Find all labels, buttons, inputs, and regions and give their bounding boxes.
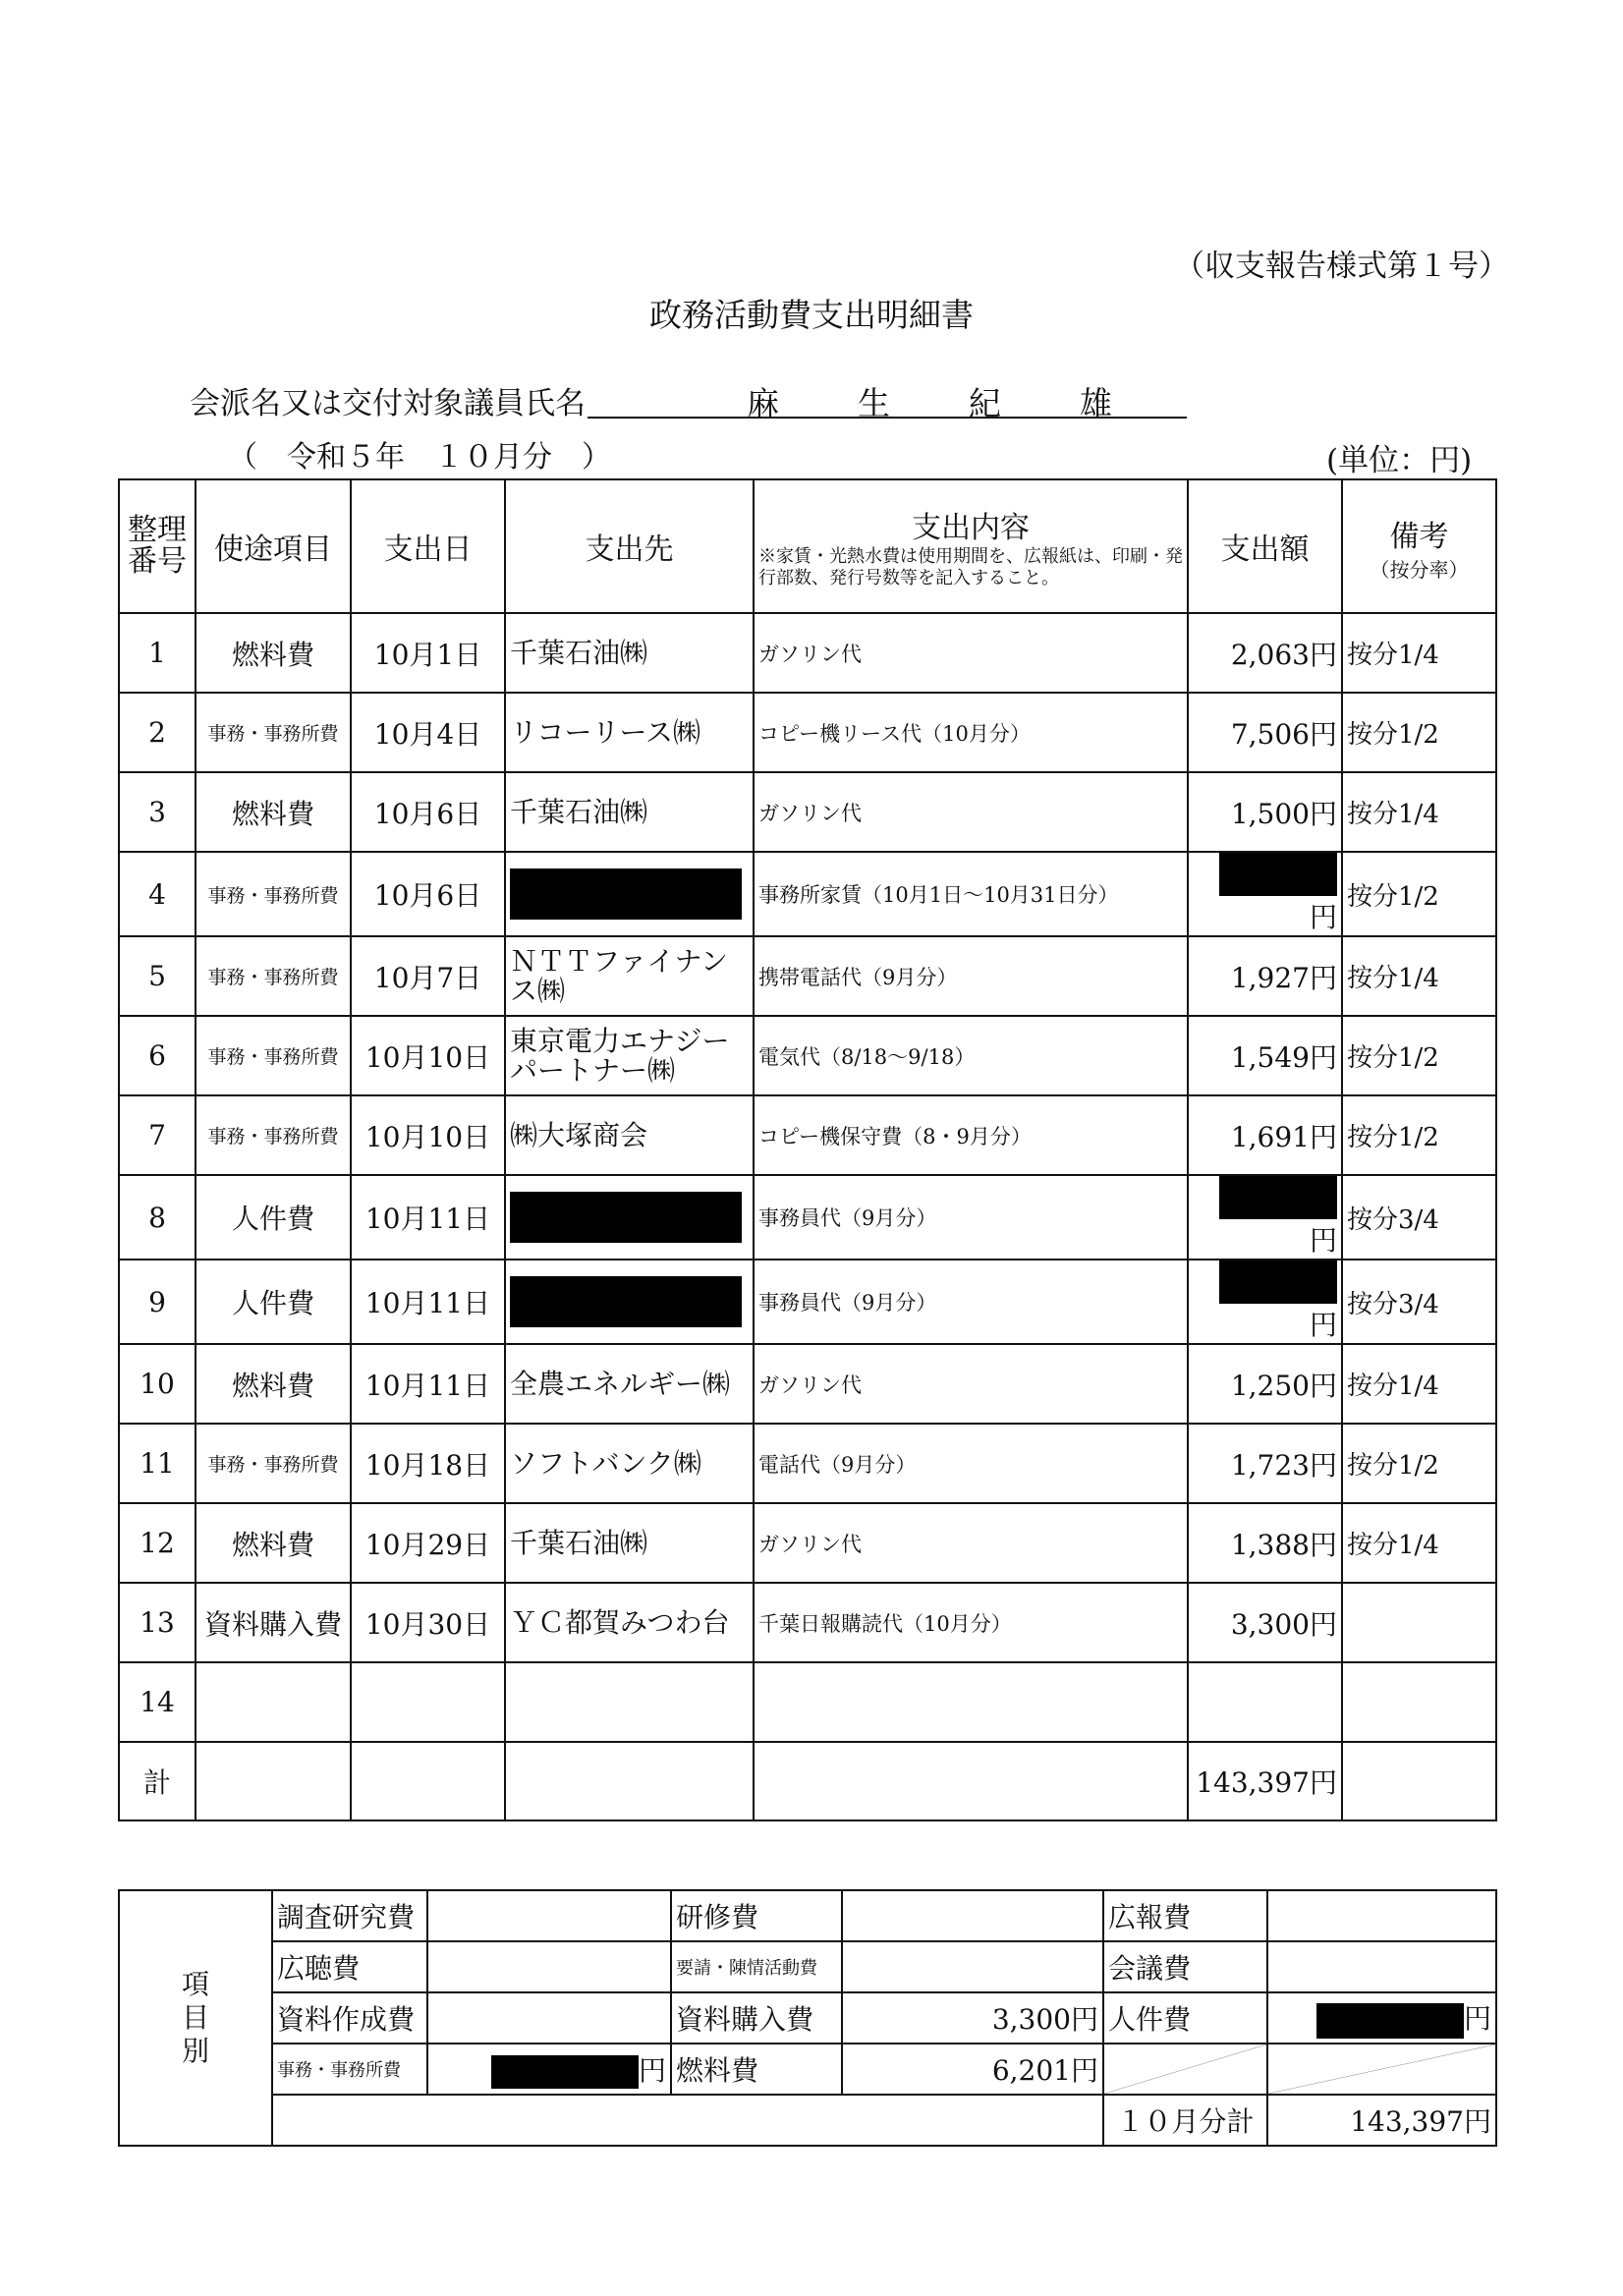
row-payee [505,1260,754,1344]
table-row [119,936,1496,1016]
row-category: 事務・事務所費 [196,852,351,936]
member-name [747,378,1191,424]
row-amount: 円 [1188,852,1342,936]
document-title: 政務活動費支出明細書 [649,296,974,334]
row-date: 10月1日 [351,613,505,693]
row-desc: ガソリン代 [754,1503,1188,1583]
row-desc: ガソリン代 [754,1344,1188,1424]
row-no: 7 [119,1095,196,1175]
summary-office-label: 事務・事務所費 [272,2044,427,2095]
row-amount: 2,063円 [1188,613,1342,693]
header-date: 支出日 [351,479,505,613]
redaction-block [510,1192,742,1243]
month-total-amount: 143,397円 [1267,2095,1496,2146]
row-amount [1188,1662,1342,1742]
header-no: 整理 番号 [119,479,196,613]
row-amount: 1,927円 [1188,936,1342,1016]
summary-research-label: 調査研究費 [272,1890,427,1941]
total-row [119,1742,1496,1820]
row-category: 事務・事務所費 [196,1095,351,1175]
row-amount: 円 [1188,1175,1342,1260]
row-note: 按分1/4 [1342,772,1496,852]
table-header-row [119,479,1496,613]
row-no: 3 [119,772,196,852]
summary-section-label: 項 目 別 [119,1890,272,2146]
summary-meeting-label: 会議費 [1103,1941,1267,1992]
row-desc [754,1662,1188,1742]
summary-office-amount: 円 [427,2044,671,2095]
row-date: 10月10日 [351,1016,505,1095]
row-note: 按分3/4 [1342,1175,1496,1260]
row-category: 燃料費 [196,772,351,852]
row-amount: 円 [1188,1260,1342,1344]
row-category: 燃料費 [196,1503,351,1583]
row-no: 5 [119,936,196,1016]
redaction-block [1219,1176,1337,1219]
row-date: 10月7日 [351,936,505,1016]
total-amount: 143,397円 [1188,1742,1342,1820]
row-note: 按分1/2 [1342,852,1496,936]
row-desc: コピー機保守費（8・9月分） [754,1095,1188,1175]
row-no: 9 [119,1260,196,1344]
form-number: （収支報告様式第１号） [1174,249,1509,284]
row-no: 11 [119,1424,196,1503]
summary-training-label: 研修費 [671,1890,842,1941]
row-desc: 電気代（8/18～9/18） [754,1016,1188,1095]
table-row [119,1260,1496,1344]
row-category: 事務・事務所費 [196,693,351,772]
row-category: 人件費 [196,1260,351,1344]
total-label: 計 [119,1742,196,1820]
redaction-block [1219,853,1337,896]
summary-personnel-amount: 円 [1267,1992,1496,2044]
table-row [119,1583,1496,1662]
row-payee: ソフトバンク㈱ [505,1424,754,1503]
row-payee: 東京電力エナジーパートナー㈱ [505,1016,754,1095]
redaction-block [510,1276,742,1327]
row-desc: 事務員代（9月分） [754,1260,1188,1344]
header-amount: 支出額 [1188,479,1342,613]
member-name-char: 麻 [747,384,779,422]
row-date: 10月6日 [351,772,505,852]
row-date: 10月6日 [351,852,505,936]
row-desc: ガソリン代 [754,613,1188,693]
row-category: 人件費 [196,1175,351,1260]
row-date: 10月10日 [351,1095,505,1175]
row-date: 10月18日 [351,1424,505,1503]
row-payee [505,1175,754,1260]
summary-pr-label: 広報費 [1103,1890,1267,1941]
month-total-label: １０月分計 [1103,2095,1267,2146]
header-desc: 支出内容 ※家賃・光熱水費は使用期間を、広報紙は、印刷・発行部数、発行号数等を記入すること。 [754,479,1188,613]
row-note: 按分1/4 [1342,1344,1496,1424]
row-note: 按分1/2 [1342,1424,1496,1503]
row-payee: 千葉石油㈱ [505,1503,754,1583]
summary-fuel-amount: 6,201円 [842,2044,1103,2095]
row-no: 14 [119,1662,196,1742]
row-payee: ＹＣ都賀みつわ台 [505,1583,754,1662]
row-no: 10 [119,1344,196,1424]
summary-table [118,1889,1497,2147]
period: （ 令和５年 １０月分 ） [228,440,611,475]
header-category: 使途項目 [196,479,351,613]
party-label: 会派名又は交付対象議員氏名 [190,386,586,421]
row-category: 事務・事務所費 [196,936,351,1016]
row-date: 10月4日 [351,693,505,772]
row-no: 6 [119,1016,196,1095]
summary-personnel-label: 人件費 [1103,1992,1267,2044]
row-amount: 1,549円 [1188,1016,1342,1095]
table-row [119,1016,1496,1095]
row-amount: 1,500円 [1188,772,1342,852]
row-no: 12 [119,1503,196,1583]
redaction-block [1219,1260,1337,1304]
row-note [1342,1583,1496,1662]
row-category: 資料購入費 [196,1583,351,1662]
row-amount: 3,300円 [1188,1583,1342,1662]
row-desc: コピー機リース代（10月分） [754,693,1188,772]
row-note: 按分1/4 [1342,613,1496,693]
unit-label: (単位：円) [1326,443,1473,478]
table-row [119,1424,1496,1503]
table-row [119,772,1496,852]
row-no: 1 [119,613,196,693]
row-desc: 事務員代（9月分） [754,1175,1188,1260]
row-category [196,1662,351,1742]
diagonal-slash [1267,2044,1496,2095]
table-row [119,693,1496,772]
summary-material-purchase-amount: 3,300円 [842,1992,1103,2044]
row-note: 按分1/2 [1342,1016,1496,1095]
table-row [119,1503,1496,1583]
row-note: 按分1/4 [1342,1503,1496,1583]
table-row [119,1095,1496,1175]
redaction-block [1316,2003,1464,2039]
row-note: 按分1/2 [1342,1095,1496,1175]
header-payee: 支出先 [505,479,754,613]
redaction-block [510,868,742,920]
row-desc: 携帯電話代（9月分） [754,936,1188,1016]
row-category: 事務・事務所費 [196,1424,351,1503]
row-amount: 1,723円 [1188,1424,1342,1503]
header-note: 備考 （按分率） [1342,479,1496,613]
row-category: 燃料費 [196,613,351,693]
row-payee [505,852,754,936]
row-note: 按分3/4 [1342,1260,1496,1344]
diagonal-slash [1103,2044,1267,2095]
row-amount: 1,691円 [1188,1095,1342,1175]
summary-fuel-label: 燃料費 [671,2044,842,2095]
table-row [119,1662,1496,1742]
row-no: 8 [119,1175,196,1260]
row-desc: ガソリン代 [754,772,1188,852]
row-amount: 7,506円 [1188,693,1342,772]
row-note [1342,1662,1496,1742]
row-desc: 事務所家賃（10月1日～10月31日分） [754,852,1188,936]
row-date: 10月29日 [351,1503,505,1583]
row-date: 10月11日 [351,1175,505,1260]
row-desc: 千葉日報購読代（10月分） [754,1583,1188,1662]
row-payee: 全農エネルギー㈱ [505,1344,754,1424]
row-category: 事務・事務所費 [196,1016,351,1095]
row-date: 10月30日 [351,1583,505,1662]
summary-petition-label: 要請・陳情活動費 [671,1941,842,1992]
row-note: 按分1/4 [1342,936,1496,1016]
row-no: 2 [119,693,196,772]
table-row [119,1175,1496,1260]
row-desc: 電話代（9月分） [754,1424,1188,1503]
row-payee: ㈱大塚商会 [505,1095,754,1175]
row-date: 10月11日 [351,1260,505,1344]
row-amount: 1,250円 [1188,1344,1342,1424]
row-date: 10月11日 [351,1344,505,1424]
row-payee: 千葉石油㈱ [505,772,754,852]
member-name-char: 紀 [969,384,1001,422]
row-category: 燃料費 [196,1344,351,1424]
row-payee: リコーリース㈱ [505,693,754,772]
redaction-block [491,2055,639,2089]
row-payee [505,1662,754,1742]
summary-material-creation-label: 資料作成費 [272,1992,427,2044]
summary-material-purchase-label: 資料購入費 [671,1992,842,2044]
table-row [119,1344,1496,1424]
row-amount: 1,388円 [1188,1503,1342,1583]
row-date [351,1662,505,1742]
summary-hearing-label: 広聴費 [272,1941,427,1992]
member-name-char: 生 [858,384,890,422]
row-note: 按分1/2 [1342,693,1496,772]
row-payee: ＮＴＴファイナンス㈱ [505,936,754,1016]
table-row [119,852,1496,936]
member-name-char: 雄 [1080,384,1112,422]
table-row [119,613,1496,693]
row-no: 4 [119,852,196,936]
row-no: 13 [119,1583,196,1662]
row-payee: 千葉石油㈱ [505,613,754,693]
expense-table [118,478,1497,1821]
